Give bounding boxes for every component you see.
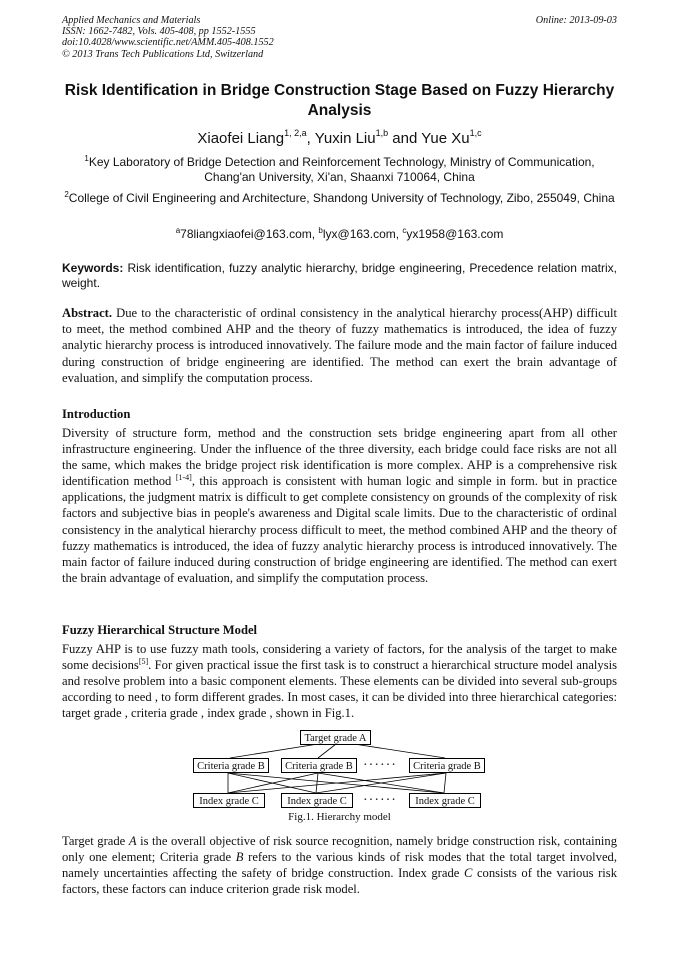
connector-line <box>316 773 318 793</box>
email-address: yx1958@163.com <box>406 227 504 241</box>
keywords-text: Risk identification, fuzzy analytic hierarchy, bridge engineering, Precedence relation matrix, weight. <box>62 261 617 290</box>
index-grade-box: Index grade C <box>409 793 481 808</box>
criteria-grade-box: Criteria grade B <box>281 758 357 773</box>
connector-line <box>444 773 446 793</box>
fuzzy-model-heading: Fuzzy Hierarchical Structure Model <box>62 623 258 637</box>
author-affil-mark: 1,b <box>375 128 389 138</box>
fuzzy-text: Fuzzy AHP is to use fuzzy math tools, considering a variety of factors, for the analysis of the target to make some decisions <box>62 642 617 673</box>
author-name: Yuxin Liu <box>314 130 376 147</box>
index-grade-box: Index grade C <box>193 793 265 808</box>
fuzzy-text: . For given practical issue the first task is to construct a hierarchical structure model analysis and resolve problem into a basic component elements. These elements can be divided into several sub-groups according to need , to form different grades. In most cases, it can be divided into three hierarchical categories: target grade , criteria grade , index grade , shown in Fig.1. <box>62 658 618 721</box>
affiliation-mark: 2 <box>64 190 69 199</box>
intro-text: , this approach is consistent with human logic and simple in form. but in practice applications, the judgment matrix is difficult to get complete consistency on grounds of the complexity of risk factors and subjective bias in people's awareness and Digital scale limits. Due to the characteristic of ordinal consistency in the analytical hierarchy process difficult to meet, the method combined AHP and the theory of fuzzy mathematics is introduced, the idea of fuzzy analytic hierarchy process is introduced innovatively. The main factor of failure induced during construction of bridge engineering are identified. The method can exert the brain advantage of evaluation, and simplify the computation process. <box>62 474 618 585</box>
citation: [5] <box>138 657 149 667</box>
email-address: lyx@163.com, <box>322 227 403 241</box>
figure-caption: Fig.1. Hierarchy model <box>288 811 391 823</box>
affiliation-text: Key Laboratory of Bridge Detection and Reinforcement Technology, Ministry of Communication, Chang'an University, Xi'an, Shaanxi 710064, China <box>88 155 595 184</box>
grade-description <box>62 833 617 897</box>
journal-name: Applied Mechanics and Materials <box>62 15 201 26</box>
email-mark: c <box>402 226 407 235</box>
target-grade-box: Target grade A <box>300 730 371 745</box>
grade-symbol: C <box>463 866 473 881</box>
ellipsis-dots: ······ <box>363 758 397 773</box>
criteria-grade-box: Criteria grade B <box>193 758 269 773</box>
affiliation-text: College of Civil Engineering and Architecture, Shandong University of Technology, Zibo, 255049, China <box>68 191 615 205</box>
connector-line <box>318 744 336 758</box>
author-affil-mark: 1, 2,a <box>284 128 307 138</box>
grade-text: is the overall objective of risk source recognition, namely bridge construction risk, containing only one element; Criteria grade <box>62 834 617 865</box>
email-mark: b <box>318 226 323 235</box>
connector-line <box>354 744 445 758</box>
citation: [1-4] <box>175 473 192 483</box>
author-separator: , <box>306 130 315 147</box>
author-name: Xiaofei Liang <box>197 130 285 147</box>
keywords-label: Keywords: <box>62 261 124 275</box>
email-address: 78liangxiaofei@163.com, <box>180 227 319 241</box>
abstract-label: Abstract. <box>62 306 113 320</box>
copyright-line: © 2013 Trans Tech Publications Ltd, Switzerland <box>62 48 264 60</box>
grade-text: Target grade <box>62 834 129 848</box>
author-affil-mark: 1,c <box>469 128 482 138</box>
grade-text: consists of the various risk factors, these factors can induce criterion grade risk model. <box>62 866 618 897</box>
author-name: Yue Xu <box>421 130 470 147</box>
paper-title: Risk Identification in Bridge Construction Stage Based on Fuzzy Hierarchy Analysis <box>64 82 615 119</box>
grade-symbol: B <box>235 850 244 865</box>
grade-symbol: A <box>128 834 137 848</box>
author-separator: and <box>388 130 422 147</box>
intro-text: Diversity of structure form, method and the construction sets bridge engineering apart from all other infrastructure engineering. Under the influence of the three diversity, each bridge could face risks are not all the same, which makes the bridge project risk identification is more complex. AHP is a comprehensive risk identification method <box>62 426 617 489</box>
ellipsis-dots: ······ <box>363 793 397 808</box>
introduction-heading: Introduction <box>62 407 131 421</box>
abstract-text: Due to the characteristic of ordinal consistency in the analytical hierarchy process(AHP) difficult to meet, the method combined AHP and the theory of fuzzy mathematics is introduced, the idea of fuzzy analytic hierarchy process is introduced innovatively. The failure mode and the main factor of failure induced during construction of bridge engineering are identified. The method can exert the brain advantage of evaluation, and simplify the computation process. <box>62 306 617 385</box>
criteria-grade-box: Criteria grade B <box>409 758 485 773</box>
index-grade-box: Index grade C <box>281 793 353 808</box>
doi-line: doi:10.4028/www.scientific.net/AMM.405-408.1552 <box>62 37 274 49</box>
online-date: Online: 2013-09-03 <box>535 15 617 26</box>
affiliation-mark: 1 <box>84 154 89 163</box>
email-mark: a <box>175 226 181 235</box>
grade-text: refers to the various kinds of risk modes that the total target involved, namely uncertainties affecting the safety of bridge construction. Index grade <box>62 850 618 881</box>
issn-line: ISSN: 1662-7482, Vols. 405-408, pp 1552-1555 <box>62 26 256 38</box>
connector-line <box>230 744 318 758</box>
